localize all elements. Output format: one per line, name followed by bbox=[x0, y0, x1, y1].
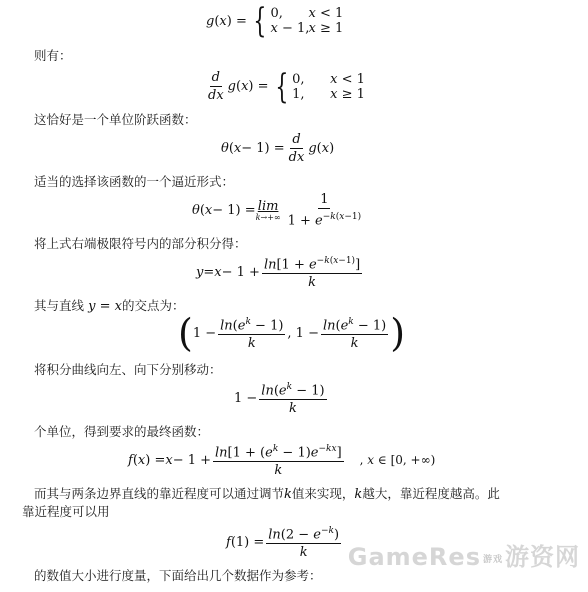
text-closeness-b: 值来实现， bbox=[291, 486, 355, 501]
equation-shift-amount: 1 − $\frac{\ln(e^k - 1)}{k}$ bbox=[234, 382, 325, 417]
equation-y-integral: y = x − 1 + $\frac{\ln[1 + e^{-k(x-1)}]}{k}$ bbox=[196, 256, 361, 291]
equation-intersection-point: ( 1 − $\frac{\ln(e^k - 1)}{k}$ , 1 − $\frac{\ln(e^k - 1)}{k}$ ) bbox=[178, 311, 406, 355]
text-closeness-c: 越大，靠近程度越高。此 bbox=[362, 486, 500, 501]
equation-f-one: f (1) = $\frac{\ln(2 - e^{-k})}{k}$ bbox=[226, 526, 340, 561]
text-closeness-a: 而其与两条边界直线的靠近程度可以通过调节 bbox=[34, 486, 285, 501]
watermark-cn: 游资网 bbox=[505, 543, 580, 571]
watermark-en: GameRes bbox=[347, 543, 481, 571]
text-intersection: 其与直线 y = x的交点为： bbox=[34, 298, 185, 314]
equation-derivative-piecewise: $\frac{d}{dx}$ g ( x ) = { 0, x < 1 1, x ≥ 1 bbox=[208, 66, 365, 107]
text-partial-integral: 将上式右端极限符号内的部分积分得： bbox=[34, 236, 247, 251]
watermark-logo bbox=[348, 537, 580, 572]
text-then: 则有： bbox=[34, 48, 72, 63]
text-closeness: 而其与两条边界直线的靠近程度可以通过调节k值来实现，k越大，靠近程度越高。此 bbox=[34, 486, 500, 502]
text-measure: 靠近程度可以用 bbox=[22, 504, 110, 519]
equation-g-piecewise: g ( x ) = { 0, x < 1 x − 1, x ≥ 1 bbox=[206, 1, 344, 41]
text-step-function: 这恰好是一个单位阶跃函数： bbox=[34, 112, 197, 127]
equation-theta-limit: θ ( x − 1) = lim k→+∞ $\frac{1}{1 + e^{-k(x-1)}}$ bbox=[192, 192, 362, 229]
text-final-function: 个单位，得到要求的最终函数： bbox=[34, 424, 210, 439]
text-intersection-b: 的交点为： bbox=[122, 298, 185, 313]
equation-theta-derivative: θ ( x − 1) = $\frac{d}{dx}$ g ( x ) bbox=[221, 132, 335, 165]
equation-final-f: f ( x ) = x − 1 + $\frac{\ln[1 + (e^k - 1)e^{-kx}]}{k}$ , x ∈ [0, +∞) bbox=[128, 444, 436, 479]
text-intersection-a: 其与直线 bbox=[34, 298, 85, 313]
watermark-small: 游戏 bbox=[482, 554, 503, 565]
text-reference-data: 的数值大小进行度量，下面给出几个数据作为参考： bbox=[34, 568, 322, 583]
text-shift-curve: 将积分曲线向左、向下分别移动： bbox=[34, 362, 222, 377]
text-approximation: 适当的选择该函数的一个逼近形式： bbox=[34, 174, 235, 189]
